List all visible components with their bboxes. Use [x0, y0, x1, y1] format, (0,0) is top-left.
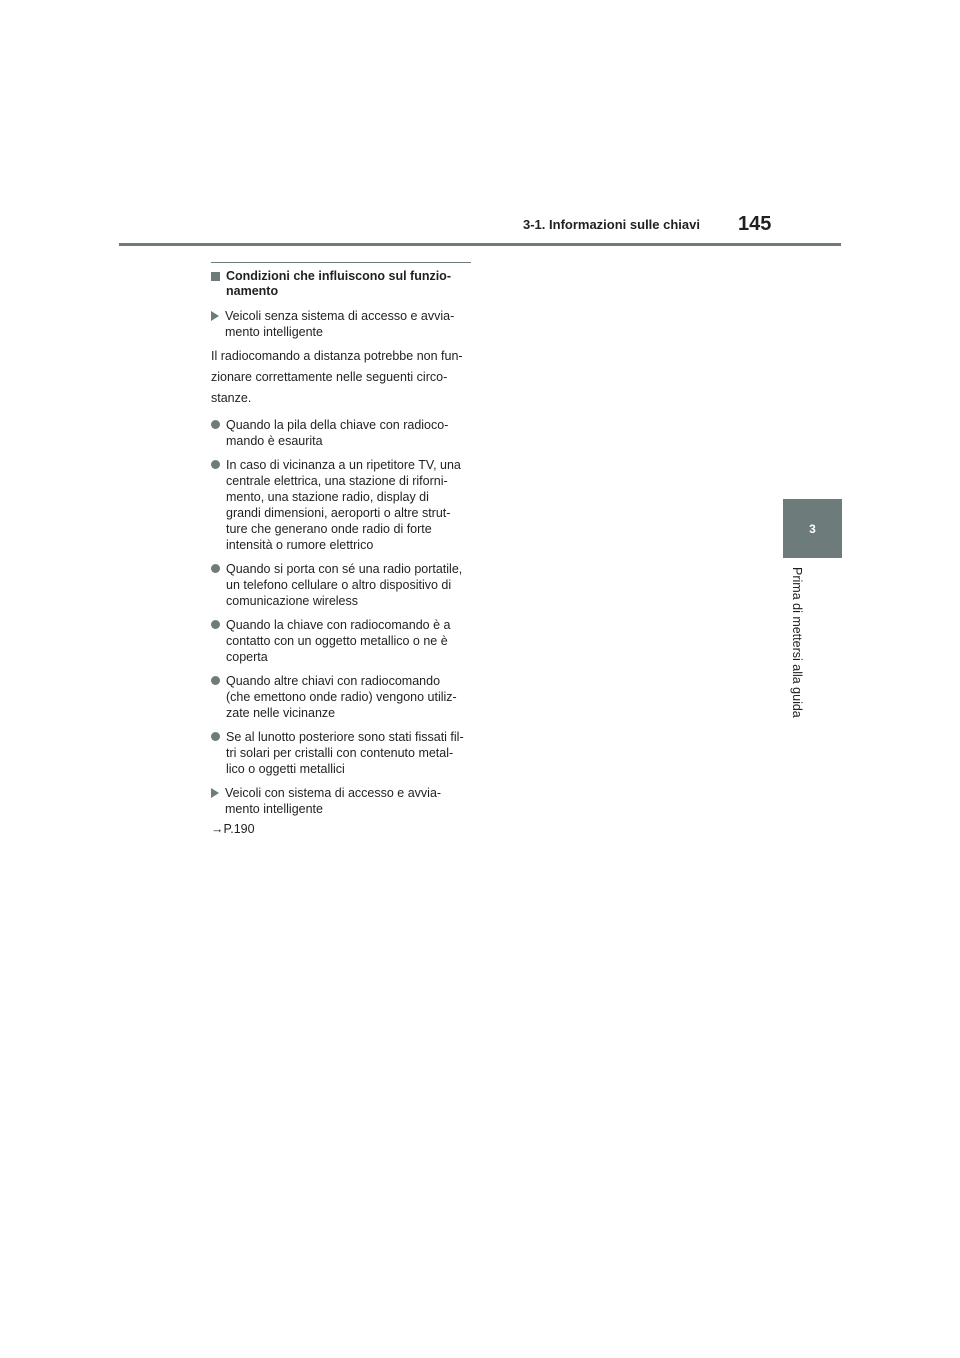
triangle-bullet-icon — [211, 311, 219, 321]
circle-bullet-icon — [211, 564, 220, 573]
page-reference-link[interactable]: →P.190 — [211, 822, 255, 836]
list-item — [211, 457, 471, 553]
circle-bullet-icon — [211, 676, 220, 685]
circle-bullet-icon — [211, 420, 220, 429]
circle-bullet-icon — [211, 620, 220, 629]
chapter-title: Prima di mettersi alla guida — [790, 567, 804, 718]
intro-paragraph: Il radiocomando a distanza potrebbe non fun- zionare correttamente nelle seguenti circo- stanze. — [211, 349, 463, 405]
section-divider — [211, 262, 471, 263]
list-item-text: Quando la pila della chiave con radioco- mando è esaurita — [226, 418, 449, 448]
subheading-without-smart-key — [211, 308, 471, 340]
list-item-text: In caso di vicinanza a un ripetitore TV, una centrale elettrica, una stazione di riforni- mento, una stazione radio, display di grandi dimensioni, aeroporti o altre strut- ture che generano onde radio di forte intensità o rumore elettrico — [226, 458, 461, 552]
list-item — [211, 617, 471, 665]
chapter-tab — [783, 499, 842, 558]
list-item-text: Quando altre chiavi con radiocomando (che emettono onde radio) vengono utiliz- zate nelle vicinanze — [226, 674, 457, 720]
list-item — [211, 561, 471, 609]
circle-bullet-icon — [211, 460, 220, 469]
condition-list — [211, 417, 471, 777]
subheading-text: Veicoli con sistema di accesso e avvia- mento intelligente — [225, 786, 442, 816]
header-rule — [119, 243, 841, 246]
list-item-text: Quando la chiave con radiocomando è a contatto con un oggetto metallico o ne è coperta — [226, 618, 451, 664]
subheading-text: Veicoli senza sistema di accesso e avvia- mento intelligente — [225, 309, 455, 339]
page-number: 145 — [738, 213, 772, 235]
square-bullet-icon — [211, 272, 220, 281]
section-title: 3-1. Informazioni sulle chiavi — [523, 217, 700, 232]
list-item — [211, 417, 471, 449]
list-item-text: Se al lunotto posteriore sono stati fissati fil- tri solari per cristalli con contenuto metal- lico o oggetti metallici — [226, 730, 464, 776]
list-item — [211, 673, 471, 721]
section-heading — [211, 269, 471, 299]
triangle-bullet-icon — [211, 788, 219, 798]
content-column — [211, 262, 471, 837]
circle-bullet-icon — [211, 732, 220, 741]
list-item — [211, 729, 471, 777]
subheading-with-smart-key — [211, 785, 471, 817]
chapter-number: 3 — [809, 521, 816, 536]
heading-text: Condizioni che influiscono sul funzio- namento — [226, 269, 451, 298]
list-item-text: Quando si porta con sé una radio portatile, un telefono cellulare o altro dispositivo di comunicazione wireless — [226, 562, 463, 608]
